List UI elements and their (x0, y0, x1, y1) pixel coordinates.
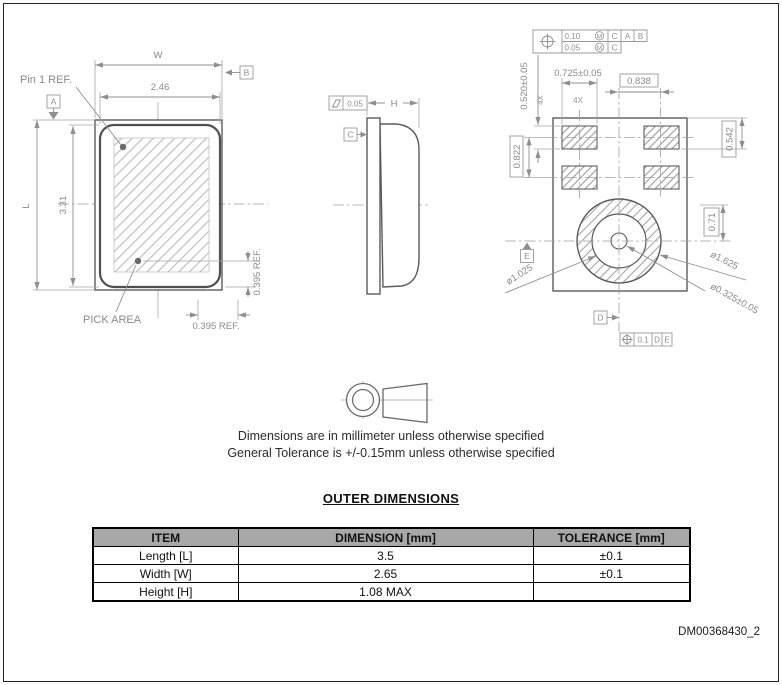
note-tolerance: General Tolerance is +/-0.15mm unless otherwise specified (227, 446, 555, 460)
hole-position-fcf (620, 333, 672, 346)
third-angle-projection-icon (341, 381, 433, 423)
cell-dimension: 1.08 MAX (238, 583, 533, 602)
dia-hole-value: ø0.325±0.05 (708, 281, 761, 317)
datum-e-label: E (524, 251, 530, 261)
fcf-row1-datum3: B (637, 32, 644, 41)
lid-hatch-area (114, 138, 209, 272)
pad-width-dim-value: 0.725±0.05 (554, 68, 602, 79)
datum-a-triangle-icon (49, 112, 59, 120)
outer-dimensions-table (92, 527, 691, 602)
fcf-row1-datum1: C (611, 32, 618, 41)
bottom-view (504, 30, 760, 346)
table-row (93, 547, 690, 565)
datum-d (594, 311, 619, 324)
side-view (329, 96, 430, 294)
pick-area-dot (135, 258, 141, 264)
section-title (0, 491, 782, 506)
col-header-tolerance: TOLERANCE [mm] (533, 528, 690, 547)
pad-height-count: 4X (536, 95, 545, 105)
col-header-dimension: DIMENSION [mm] (238, 528, 533, 547)
note-units: Dimensions are in millimeter unless otherwise specified (237, 429, 545, 443)
datum-c (344, 128, 367, 141)
lid-length-dim-value: 3.31 (58, 195, 69, 215)
datum-a (47, 95, 60, 120)
pad-pitch-dim-value: 0.822 (512, 144, 523, 169)
pad-top-offset-dim-value: 0.542 (724, 127, 736, 151)
fcf-row1-tol: 0.10 (564, 32, 581, 41)
datum-c-label: C (347, 129, 354, 140)
pin1-label: Pin 1 REF. (20, 74, 72, 86)
cell-dimension: 3.5 (238, 547, 533, 565)
datum-d-label: D (597, 312, 604, 323)
datum-b-label: B (243, 67, 250, 78)
datum-e (521, 243, 534, 263)
cell-item: Height [H] (93, 583, 238, 602)
table-header-row (93, 528, 690, 547)
fcf2-datum1: D (654, 335, 660, 345)
position-tolerance-icon (540, 34, 556, 50)
top-view (20, 50, 268, 332)
flatness-icon (333, 100, 341, 107)
cell-tolerance: ±0.1 (533, 565, 690, 583)
fcf-row1-mod: M (596, 33, 603, 41)
port-offset-dim-value: 0.838 (627, 76, 651, 87)
dia-inner-value: ø1.025 (504, 262, 536, 288)
col-header-item: ITEM (93, 528, 238, 547)
flatness-fcf (329, 96, 367, 110)
fcf-row2-mod: M (596, 45, 603, 52)
fcf-row1-datum2: A (624, 32, 631, 41)
datum-d-arrow-icon (612, 315, 619, 321)
section-title-text: OUTER DIMENSIONS (322, 491, 460, 506)
position-fcf (533, 30, 647, 53)
position-tolerance-icon (622, 334, 633, 345)
datum-c-arrow-icon (361, 132, 368, 138)
document-id: DM00368430_2 (678, 626, 760, 638)
pad-height-dim-value: 0.520±0.05 (519, 62, 530, 110)
ref-vertical-dim-value: 0.395 REF. (252, 248, 263, 296)
pick-area-label: PICK AREA (83, 314, 142, 326)
cell-tolerance (533, 583, 690, 602)
dia-outer-value: ø1.625 (708, 249, 740, 273)
pad-width-count: 4X (573, 96, 583, 105)
table-row (93, 565, 690, 583)
fcf-row2-datum1: C (611, 43, 618, 53)
h-dim-label: H (390, 98, 398, 110)
substrate-profile (367, 118, 380, 294)
datum-a-label: A (50, 96, 57, 107)
cell-dimension: 2.65 (238, 565, 533, 583)
lid-profile (380, 124, 419, 287)
ref-horizontal-dim-value: 0.395 REF. (192, 321, 240, 332)
fcf2-datum2: E (664, 335, 670, 345)
cell-item: Length [L] (93, 547, 238, 565)
w-dim-label: W (153, 50, 163, 61)
lid-width-dim-value: 2.46 (150, 82, 170, 93)
l-dim-label: L (21, 203, 32, 209)
table-row (93, 583, 690, 602)
cell-item: Width [W] (93, 565, 238, 583)
fcf-row2-tol: 0.05 (564, 43, 581, 53)
datum-b-arrow-icon (225, 70, 232, 76)
datum-e-triangle-icon (523, 243, 532, 250)
datum-b (225, 66, 253, 79)
port-center-offset-dim-value: 0.71 (707, 212, 718, 232)
cell-tolerance: ±0.1 (533, 547, 690, 565)
fcf2-tol: 0.1 (637, 335, 649, 345)
flatness-value: 0.05 (347, 99, 363, 109)
